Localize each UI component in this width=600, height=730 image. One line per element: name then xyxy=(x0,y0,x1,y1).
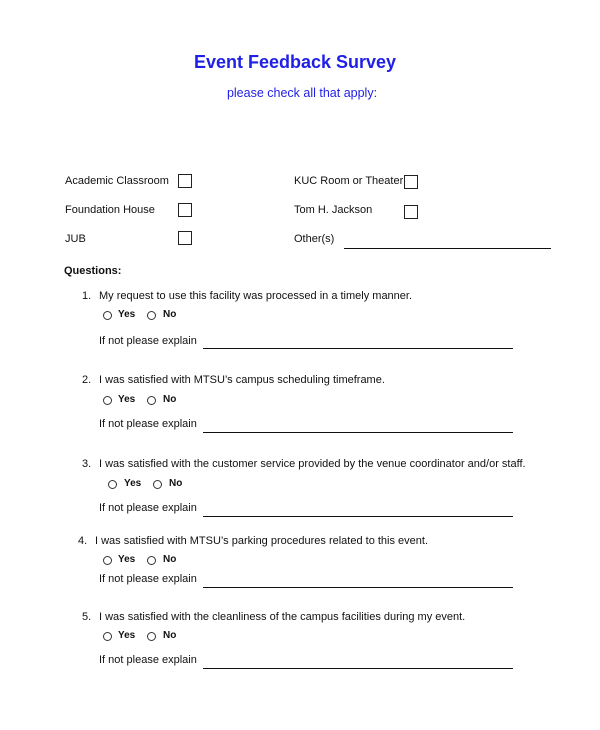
yes-radio[interactable] xyxy=(103,556,112,565)
explain-label: If not please explain xyxy=(99,654,197,666)
no-radio[interactable] xyxy=(153,480,162,489)
no-radio[interactable] xyxy=(147,311,156,320)
facility-label-kuc-room: KUC Room or Theater xyxy=(294,175,404,187)
yes-label: Yes xyxy=(124,478,142,489)
explain-label: If not please explain xyxy=(99,418,197,430)
question-number: 1. xyxy=(82,290,92,302)
yes-radio[interactable] xyxy=(103,632,112,641)
facility-checkbox-academic-classroom[interactable] xyxy=(178,174,192,188)
page-title: Event Feedback Survey xyxy=(193,52,397,72)
question-number: 3. xyxy=(82,458,92,470)
yes-label: Yes xyxy=(118,554,136,565)
explain-input-line[interactable] xyxy=(203,432,513,433)
facility-label-tom-h-jackson: Tom H. Jackson xyxy=(294,204,373,216)
explain-input-line[interactable] xyxy=(203,587,513,588)
question-text: My request to use this facility was processed in a timely manner. xyxy=(99,290,413,302)
question-text: I was satisfied with the customer service provided by the venue coordinator and/or staff. xyxy=(99,458,526,470)
yes-label: Yes xyxy=(118,309,136,320)
no-radio[interactable] xyxy=(147,396,156,405)
yes-label: Yes xyxy=(118,630,136,641)
explain-label: If not please explain xyxy=(99,335,197,347)
no-label: No xyxy=(163,630,177,641)
yes-radio[interactable] xyxy=(108,480,117,489)
question-number: 5. xyxy=(82,611,92,623)
facility-checkbox-jub[interactable] xyxy=(178,231,192,245)
facility-label-jub: JUB xyxy=(65,233,86,245)
no-radio[interactable] xyxy=(147,556,156,565)
yes-label: Yes xyxy=(118,394,136,405)
yes-radio[interactable] xyxy=(103,311,112,320)
question-text: I was satisfied with MTSU’s campus scheduling timeframe. xyxy=(99,374,385,386)
explain-label: If not please explain xyxy=(99,502,197,514)
question-text: I was satisfied with the cleanliness of the campus facilities during my event. xyxy=(99,611,466,623)
no-radio[interactable] xyxy=(147,632,156,641)
explain-input-line[interactable] xyxy=(203,668,513,669)
explain-input-line[interactable] xyxy=(203,516,513,517)
explain-input-line[interactable] xyxy=(203,348,513,349)
facility-label-foundation-house: Foundation House xyxy=(65,204,155,216)
no-label: No xyxy=(163,554,177,565)
facility-label-academic-classroom: Academic Classroom xyxy=(65,175,169,187)
questions-heading: Questions: xyxy=(64,265,122,277)
facility-checkbox-kuc-room[interactable] xyxy=(404,175,418,189)
no-label: No xyxy=(163,309,177,320)
question-number: 4. xyxy=(78,535,88,547)
others-input-line[interactable] xyxy=(344,248,551,249)
no-label: No xyxy=(163,394,177,405)
facility-checkbox-foundation-house[interactable] xyxy=(178,203,192,217)
yes-radio[interactable] xyxy=(103,396,112,405)
facility-label-others: Other(s) xyxy=(294,233,335,245)
facility-checkbox-tom-h-jackson[interactable] xyxy=(404,205,418,219)
question-number: 2. xyxy=(82,374,92,386)
no-label: No xyxy=(169,478,183,489)
page-subtitle: please check all that apply: xyxy=(226,86,378,100)
question-text: I was satisfied with MTSU’s parking procedures related to this event. xyxy=(95,535,429,547)
explain-label: If not please explain xyxy=(99,573,197,585)
